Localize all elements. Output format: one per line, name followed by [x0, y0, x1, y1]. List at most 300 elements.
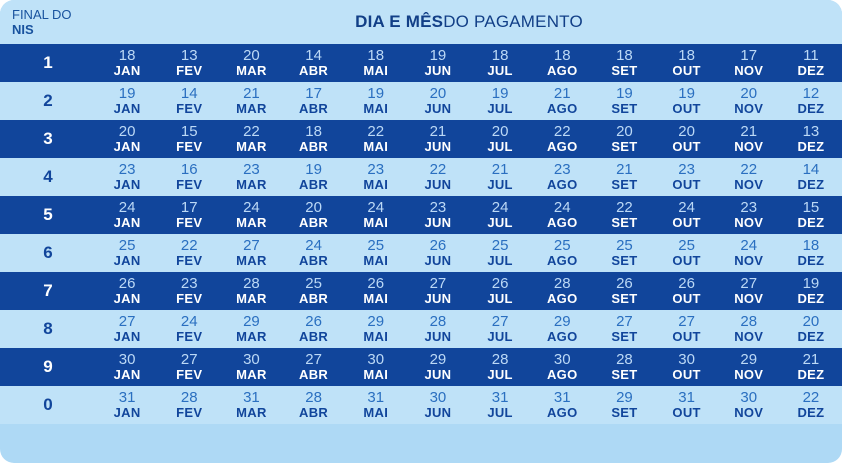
payment-date-cell	[531, 272, 593, 310]
payment-date-cell	[158, 82, 220, 120]
payment-month: ABR	[299, 329, 329, 345]
payment-month: MAI	[363, 177, 389, 193]
payment-day: 25	[305, 274, 322, 292]
payment-month: JUN	[424, 253, 452, 269]
payment-month: JUN	[424, 177, 452, 193]
payment-date-cell	[345, 196, 407, 234]
payment-date-cell	[96, 272, 158, 310]
payment-day: 21	[740, 122, 758, 140]
payment-month: MAI	[363, 101, 389, 117]
payment-date-cell	[718, 82, 780, 120]
payment-date-cell	[96, 234, 158, 272]
payment-month: JAN	[113, 367, 141, 383]
payment-month: MAI	[363, 291, 389, 307]
payment-date-cell	[96, 120, 158, 158]
payment-month: SET	[611, 253, 638, 269]
payment-month: AGO	[546, 177, 578, 193]
payment-date-cell	[345, 234, 407, 272]
payment-date-cells	[96, 120, 842, 158]
payment-date-cell	[656, 234, 718, 272]
payment-month: JUL	[487, 101, 513, 117]
payment-date-cells	[96, 196, 842, 234]
payment-month: OUT	[672, 291, 701, 307]
payment-date-cell	[469, 82, 531, 120]
payment-month: MAR	[236, 215, 267, 231]
payment-month: JUL	[487, 139, 513, 155]
payment-day: 24	[305, 236, 322, 254]
payment-month: MAI	[363, 215, 389, 231]
payment-month: JUN	[424, 329, 452, 345]
payment-day: 26	[367, 274, 385, 292]
payment-day: 26	[429, 236, 447, 254]
payment-date-cell	[780, 82, 842, 120]
payment-day: 21	[553, 84, 571, 102]
payment-date-cell	[593, 386, 655, 424]
payment-month: SET	[611, 215, 638, 231]
payment-day: 14	[305, 46, 322, 64]
payment-day: 18	[802, 236, 820, 254]
payment-date-cell	[220, 44, 282, 82]
payment-month: OUT	[672, 329, 701, 345]
payment-date-cell	[220, 82, 282, 120]
payment-day: 28	[429, 312, 447, 330]
payment-date-cell	[96, 82, 158, 120]
payment-day: 24	[367, 198, 385, 216]
payment-month: JAN	[113, 329, 141, 345]
payment-date-cell	[158, 44, 220, 82]
payment-month: MAR	[236, 291, 267, 307]
payment-date-cell	[718, 158, 780, 196]
payment-month: AGO	[546, 329, 578, 345]
payment-day: 27	[616, 312, 633, 330]
payment-date-cell	[158, 272, 220, 310]
payment-day: 23	[429, 198, 447, 216]
payment-day: 21	[243, 84, 260, 102]
payment-month: AGO	[546, 367, 578, 383]
payment-month: MAI	[363, 253, 389, 269]
payment-day: 18	[553, 46, 571, 64]
payment-month: OUT	[672, 253, 701, 269]
payment-date-cell	[593, 196, 655, 234]
payment-date-cell	[531, 310, 593, 348]
payment-month: JAN	[113, 101, 141, 117]
payment-date-cell	[220, 272, 282, 310]
payment-date-cell	[780, 272, 842, 310]
payment-day: 23	[367, 160, 385, 178]
payment-month: MAI	[363, 367, 389, 383]
payment-date-cell	[283, 310, 345, 348]
payment-month: MAR	[236, 329, 267, 345]
payment-day: 22	[367, 122, 385, 140]
payment-day: 25	[491, 236, 509, 254]
payment-day: 20	[616, 122, 633, 140]
payment-month: JAN	[113, 177, 141, 193]
payment-date-cell	[220, 196, 282, 234]
payment-day: 20	[429, 84, 447, 102]
payment-month: NOV	[734, 101, 764, 117]
payment-day: 28	[243, 274, 260, 292]
payment-month: SET	[611, 101, 638, 117]
payment-month: SET	[611, 367, 638, 383]
payment-day: 18	[678, 46, 695, 64]
payment-month: JAN	[113, 253, 141, 269]
payment-day: 17	[305, 84, 322, 102]
payment-month: NOV	[734, 63, 764, 79]
payment-day: 25	[367, 236, 385, 254]
payment-date-cell	[283, 44, 345, 82]
payment-day: 31	[367, 388, 385, 406]
payment-month: MAR	[236, 177, 267, 193]
payment-date-cell	[283, 82, 345, 120]
payment-month: JUN	[424, 405, 452, 421]
payment-day: 20	[740, 84, 758, 102]
payment-day: 27	[118, 312, 136, 330]
payment-month: JUL	[487, 291, 513, 307]
payment-day: 17	[740, 46, 758, 64]
payment-date-cell	[718, 234, 780, 272]
payment-date-cell	[96, 310, 158, 348]
payment-month: DEZ	[797, 215, 825, 231]
payment-date-cell	[158, 386, 220, 424]
payment-day: 19	[616, 84, 633, 102]
payment-date-cell	[158, 158, 220, 196]
payment-day: 18	[367, 46, 385, 64]
payment-month: FEV	[176, 367, 203, 383]
payment-day: 27	[678, 312, 695, 330]
payment-month: OUT	[672, 405, 701, 421]
payment-day: 28	[616, 350, 633, 368]
payment-date-cell	[531, 234, 593, 272]
payment-date-cell	[407, 158, 469, 196]
payment-day: 28	[553, 274, 571, 292]
payment-day: 29	[740, 350, 758, 368]
payment-day: 18	[491, 46, 509, 64]
payment-month: MAR	[236, 253, 267, 269]
payment-month: NOV	[734, 405, 764, 421]
payment-date-cell	[656, 82, 718, 120]
payment-month: DEZ	[797, 101, 825, 117]
payment-month: DEZ	[797, 291, 825, 307]
payment-month: ABR	[299, 177, 329, 193]
header-nis-line1: FINAL DO	[12, 7, 72, 22]
payment-day: 28	[740, 312, 758, 330]
table-row	[0, 120, 842, 158]
payment-day: 27	[429, 274, 447, 292]
payment-day: 19	[491, 84, 509, 102]
payment-month: NOV	[734, 215, 764, 231]
payment-day: 19	[305, 160, 322, 178]
payment-month: OUT	[672, 101, 701, 117]
payment-date-cell	[345, 272, 407, 310]
payment-day: 19	[118, 84, 136, 102]
payment-month: ABR	[299, 367, 329, 383]
payment-date-cell	[220, 310, 282, 348]
payment-month: SET	[611, 405, 638, 421]
payment-month: MAR	[236, 101, 267, 117]
payment-month: SET	[611, 177, 638, 193]
payment-day: 28	[491, 350, 509, 368]
payment-day: 27	[491, 312, 509, 330]
payment-month: FEV	[176, 291, 203, 307]
payment-day: 12	[802, 84, 820, 102]
payment-day: 19	[367, 84, 385, 102]
payment-day: 20	[802, 312, 820, 330]
payment-month: JAN	[113, 139, 141, 155]
payment-date-cell	[718, 310, 780, 348]
payment-day: 24	[180, 312, 198, 330]
payment-day: 23	[678, 160, 695, 178]
payment-month: MAR	[236, 139, 267, 155]
payment-date-cell	[593, 82, 655, 120]
payment-month: FEV	[176, 101, 203, 117]
payment-day: 25	[616, 236, 633, 254]
payment-month: JUL	[487, 253, 513, 269]
payment-day: 20	[491, 122, 509, 140]
payment-day: 21	[491, 160, 509, 178]
payment-date-cell	[407, 386, 469, 424]
payment-date-cell	[283, 196, 345, 234]
payment-date-cell	[593, 158, 655, 196]
payment-month: NOV	[734, 253, 764, 269]
payment-date-cell	[283, 234, 345, 272]
payment-month: ABR	[299, 139, 329, 155]
payment-date-cell	[407, 44, 469, 82]
payment-month: MAI	[363, 63, 389, 79]
payment-date-cell	[345, 158, 407, 196]
payment-date-cell	[407, 234, 469, 272]
payment-date-cell	[469, 386, 531, 424]
payment-day: 18	[118, 46, 136, 64]
payment-month: AGO	[546, 215, 578, 231]
payment-date-cell	[780, 120, 842, 158]
payment-date-cell	[407, 310, 469, 348]
payment-date-cell	[780, 386, 842, 424]
payment-day: 22	[553, 122, 571, 140]
payment-month: SET	[611, 329, 638, 345]
payment-date-cell	[656, 272, 718, 310]
payment-date-cell	[531, 196, 593, 234]
payment-day: 30	[553, 350, 571, 368]
payment-date-cell	[531, 82, 593, 120]
payment-day: 24	[491, 198, 509, 216]
payment-day: 29	[367, 312, 385, 330]
payment-date-cell	[96, 158, 158, 196]
payment-day: 30	[367, 350, 385, 368]
table-row	[0, 158, 842, 196]
payment-date-cell	[656, 120, 718, 158]
payment-day: 30	[429, 388, 447, 406]
payment-month: FEV	[176, 177, 203, 193]
payment-month: FEV	[176, 215, 203, 231]
payment-day: 23	[118, 160, 136, 178]
payment-date-cell	[718, 348, 780, 386]
payment-date-cell	[593, 272, 655, 310]
payment-date-cell	[593, 234, 655, 272]
payment-day: 23	[243, 160, 260, 178]
payment-date-cell	[220, 386, 282, 424]
payment-month: JUN	[424, 139, 452, 155]
payment-month: OUT	[672, 177, 701, 193]
payment-month: ABR	[299, 215, 329, 231]
payment-date-cell	[283, 348, 345, 386]
payment-day: 26	[678, 274, 695, 292]
payment-date-cell	[469, 158, 531, 196]
payment-date-cell	[345, 386, 407, 424]
payment-day: 21	[616, 160, 633, 178]
payment-date-cell	[593, 120, 655, 158]
payment-day: 27	[180, 350, 198, 368]
payment-date-cell	[718, 196, 780, 234]
payment-date-cell	[718, 272, 780, 310]
payment-day: 22	[180, 236, 198, 254]
payment-date-cell	[283, 386, 345, 424]
payment-day: 31	[553, 388, 571, 406]
payment-date-cell	[780, 348, 842, 386]
payment-month: NOV	[734, 177, 764, 193]
payment-date-cell	[780, 196, 842, 234]
payment-day: 31	[491, 388, 509, 406]
payment-day: 22	[802, 388, 820, 406]
payment-date-cell	[345, 310, 407, 348]
payment-month: DEZ	[797, 367, 825, 383]
payment-date-cell	[469, 310, 531, 348]
payment-day: 14	[802, 160, 820, 178]
payment-date-cell	[469, 120, 531, 158]
payment-date-cell	[531, 44, 593, 82]
payment-day: 30	[118, 350, 136, 368]
payment-month: JUL	[487, 367, 513, 383]
payment-day: 14	[180, 84, 198, 102]
payment-month: JUL	[487, 215, 513, 231]
payment-month: MAR	[236, 405, 267, 421]
payment-month: NOV	[734, 139, 764, 155]
payment-day: 11	[803, 46, 819, 64]
payment-date-cell	[158, 120, 220, 158]
table-row	[0, 386, 842, 424]
payment-date-cell	[656, 44, 718, 82]
header-title-strong: DIA E MÊS	[355, 12, 444, 31]
payment-month: ABR	[299, 253, 329, 269]
payment-date-cells	[96, 310, 842, 348]
payment-month: NOV	[734, 329, 764, 345]
payment-day: 27	[243, 236, 260, 254]
payment-day: 18	[305, 122, 322, 140]
payment-day: 26	[305, 312, 322, 330]
payment-date-cell	[220, 348, 282, 386]
table-row	[0, 310, 842, 348]
payment-month: AGO	[546, 291, 578, 307]
payment-month: DEZ	[797, 253, 825, 269]
payment-date-cells	[96, 44, 842, 82]
payment-month: JAN	[113, 291, 141, 307]
payment-date-cell	[158, 310, 220, 348]
payment-month: AGO	[546, 63, 578, 79]
payment-month: SET	[611, 291, 638, 307]
payment-date-cells	[96, 158, 842, 196]
payment-day: 21	[802, 350, 820, 368]
payment-month: FEV	[176, 329, 203, 345]
payment-date-cell	[469, 44, 531, 82]
payment-month: AGO	[546, 101, 578, 117]
payment-day: 26	[491, 274, 509, 292]
payment-date-cell	[656, 196, 718, 234]
payment-month: FEV	[176, 405, 203, 421]
payment-month: MAR	[236, 63, 267, 79]
payment-day: 25	[553, 236, 571, 254]
nis-digit-cell: 5	[43, 205, 53, 224]
payment-month: JUN	[424, 215, 452, 231]
nis-digit-cell: 0	[43, 395, 53, 414]
payment-month: NOV	[734, 367, 764, 383]
payment-day: 24	[243, 198, 260, 216]
payment-day: 20	[305, 198, 322, 216]
payment-month: JUL	[487, 405, 513, 421]
payment-date-cell	[531, 120, 593, 158]
payment-date-cell	[96, 196, 158, 234]
payment-day: 13	[802, 122, 820, 140]
payment-day: 15	[180, 122, 198, 140]
payment-date-cell	[780, 310, 842, 348]
payment-date-cell	[407, 196, 469, 234]
payment-day: 16	[180, 160, 198, 178]
payment-month: JAN	[113, 405, 141, 421]
payment-date-cell	[593, 310, 655, 348]
nis-digit-cell: 7	[43, 281, 53, 300]
payment-date-cell	[656, 310, 718, 348]
payment-month: DEZ	[797, 405, 825, 421]
payment-date-cell	[158, 196, 220, 234]
payment-day: 31	[243, 388, 260, 406]
nis-digit-cell: 2	[43, 91, 53, 110]
payment-day: 19	[678, 84, 695, 102]
payment-month: DEZ	[797, 329, 825, 345]
payment-day: 22	[616, 198, 633, 216]
payment-month: FEV	[176, 63, 203, 79]
payment-month: JAN	[113, 63, 141, 79]
payment-day: 23	[553, 160, 571, 178]
payment-day: 30	[678, 350, 695, 368]
payment-month: ABR	[299, 405, 329, 421]
payment-date-cell	[531, 158, 593, 196]
payment-date-cell	[593, 44, 655, 82]
payment-date-cell	[407, 348, 469, 386]
payment-month: ABR	[299, 291, 329, 307]
payment-date-cell	[469, 348, 531, 386]
header-nis-line2: NIS	[12, 22, 34, 37]
payment-month: MAI	[363, 329, 389, 345]
payment-date-cell	[283, 120, 345, 158]
payment-day: 29	[243, 312, 260, 330]
payment-date-cell	[469, 196, 531, 234]
payment-date-cell	[407, 82, 469, 120]
payment-date-cell	[345, 120, 407, 158]
payment-month: DEZ	[797, 63, 825, 79]
payment-day: 26	[616, 274, 633, 292]
payment-date-cell	[220, 120, 282, 158]
payment-month: JUN	[424, 367, 452, 383]
table-row	[0, 234, 842, 272]
payment-day: 18	[616, 46, 633, 64]
payment-month: JUL	[487, 63, 513, 79]
payment-month: ABR	[299, 101, 329, 117]
payment-month: AGO	[546, 405, 578, 421]
calendar-rows	[0, 44, 842, 424]
payment-date-cell	[407, 120, 469, 158]
payment-day: 31	[678, 388, 695, 406]
nis-digit-cell: 6	[43, 243, 53, 262]
nis-digit-cell: 4	[43, 167, 53, 186]
payment-day: 28	[180, 388, 198, 406]
